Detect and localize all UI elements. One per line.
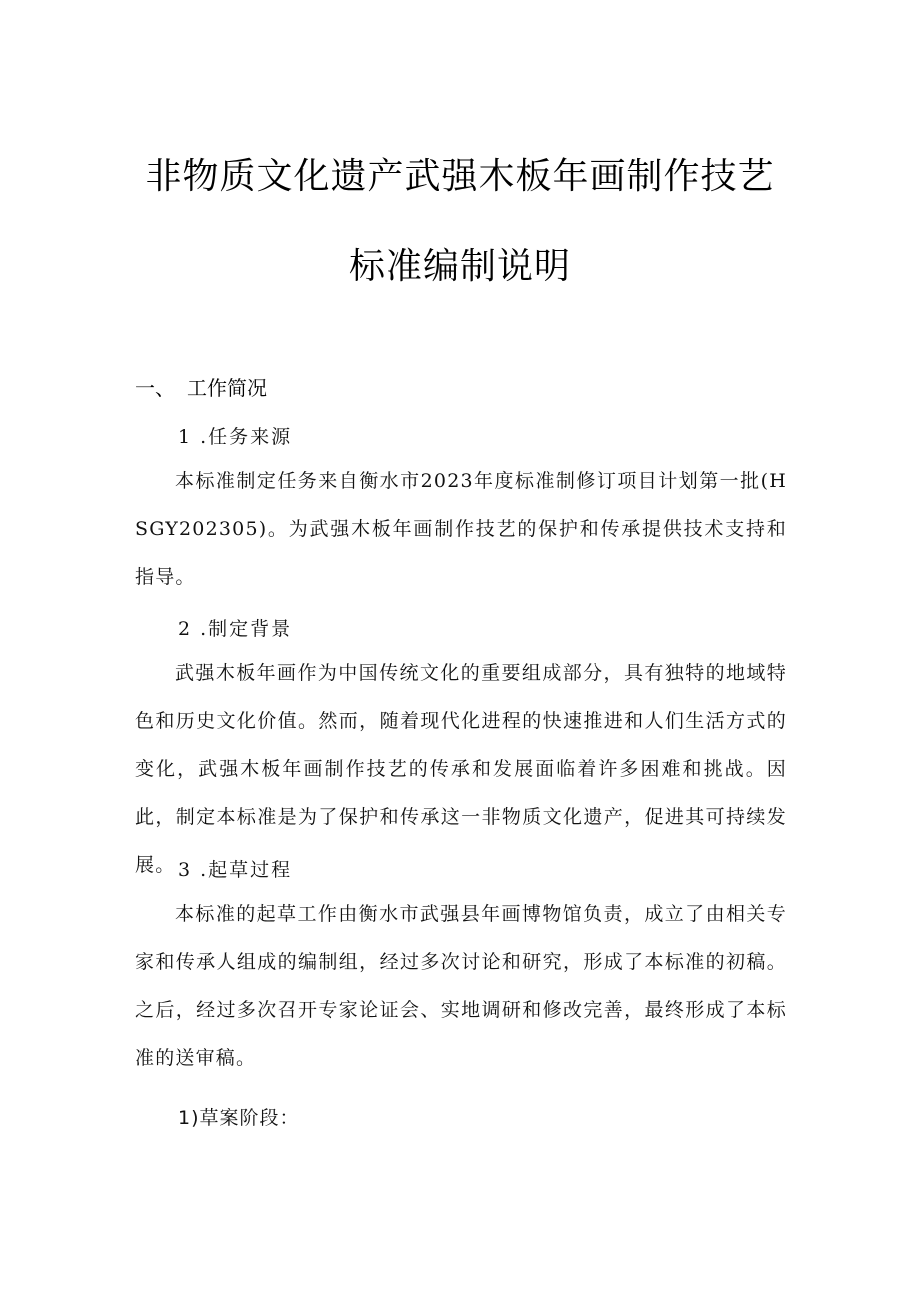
paragraph-task-source: 本标准制定任务来自衡水市2023年度标准制修订项目计划第一批(HSGY202305)。为武强木板年画制作技艺的保护和传承提供技术支持和指导。 bbox=[135, 470, 787, 588]
paragraph-drafting-process: 本标准的起草工作由衡水市武强县年画博物馆负责，成立了由相关专家和传承人组成的编制组，经过多次讨论和研究，形成了本标准的初稿。之后，经过多次召开专家论证会、实地调研和修改完善，最终形成了本标准的送审稿。 bbox=[135, 903, 787, 1069]
stage-label-draft: 1)草案阶段： bbox=[178, 1107, 300, 1129]
section-heading bbox=[135, 372, 267, 401]
section-title: 工作简况 bbox=[187, 376, 267, 400]
subsection-label-background: 2 .制定背景 bbox=[178, 618, 293, 640]
section-number: 一、 bbox=[135, 376, 175, 400]
document-title-line-2: 标准编制说明 bbox=[348, 246, 571, 287]
document-title-line-1: 非物质文化遗产武强木板年画制作技艺 bbox=[145, 156, 775, 197]
paragraph-background: 武强木板年画作为中国传统文化的重要组成部分，具有独特的地域特色和历史文化价值。然而，随着现代化进程的快速推进和人们生活方式的变化，武强木板年画制作技艺的传承和发展面临着许多困难和挑战。因此，制定本标准是为了保护和传承这一非物质文化遗产，促进其可持续发展。 bbox=[135, 662, 787, 876]
subsection-label-drafting-process: 3 .起草过程 bbox=[178, 859, 293, 881]
subsection-label-task-source: 1 .任务来源 bbox=[178, 426, 293, 448]
